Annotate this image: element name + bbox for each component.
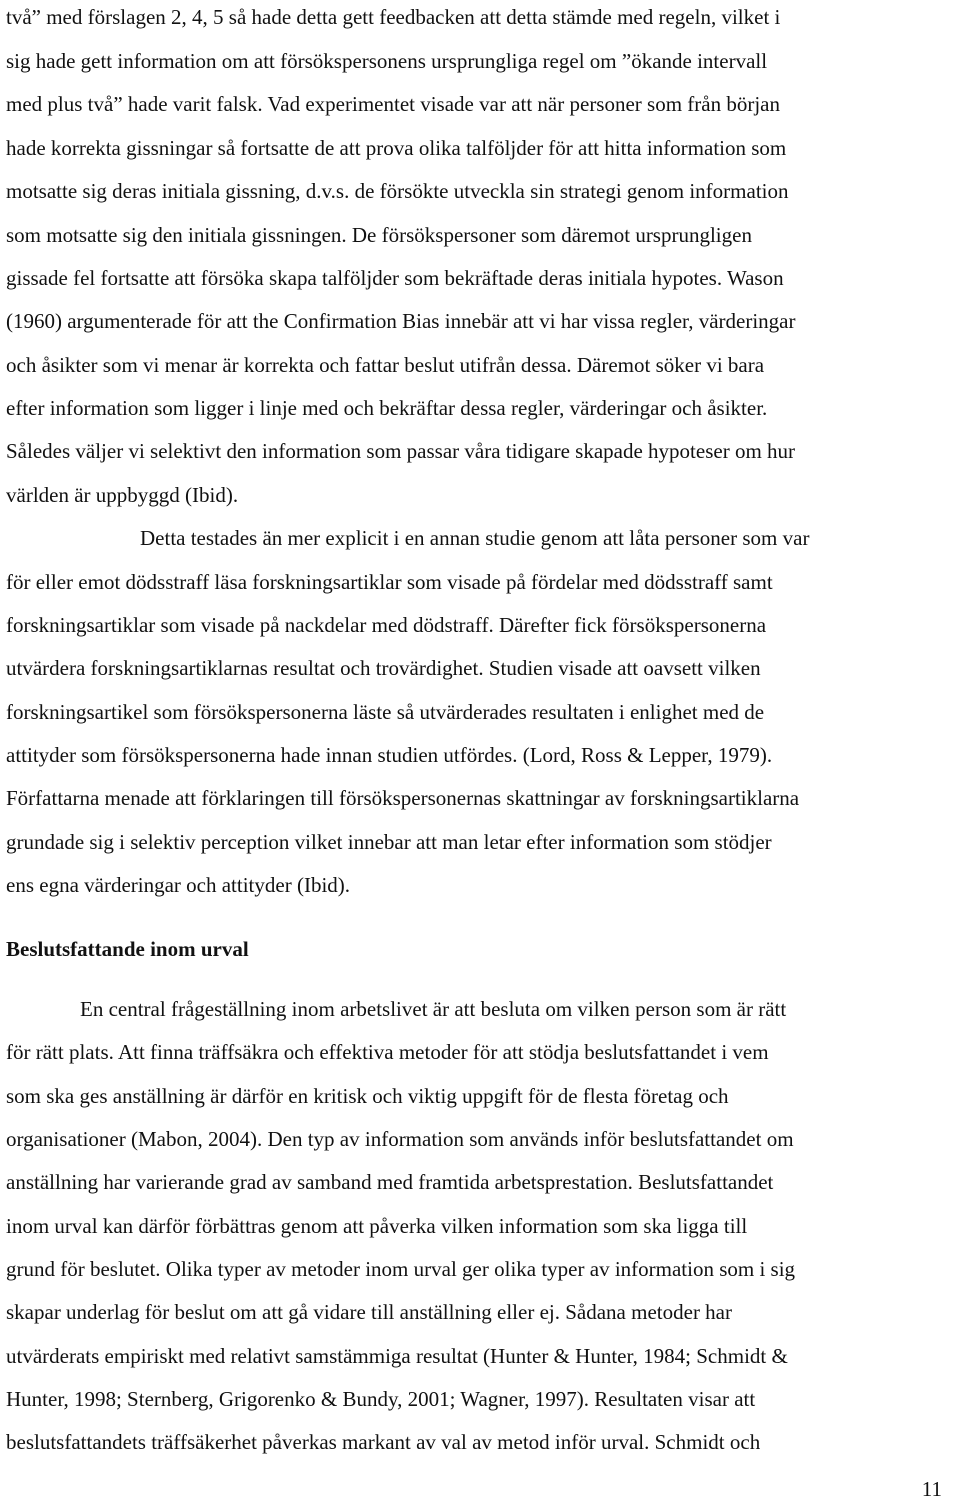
text-line: motsatte sig deras initiala gissning, d.v.s. de försökte utveckla sin strategi genom information — [6, 179, 789, 203]
text-line: Hunter, 1998; Sternberg, Grigorenko & Bundy, 2001; Wagner, 1997). Resultaten visar att — [6, 1387, 756, 1411]
text-line: anställning har varierande grad av samband med framtida arbetsprestation. Beslutsfattandet — [6, 1170, 774, 1194]
text-line: forskningsartikel som försökspersonerna läste så utvärderades resultaten i enlighet med de — [6, 700, 765, 724]
text-line: beslutsfattandets träffsäkerhet påverkas markant av val av metod inför urval. Schmidt och — [6, 1430, 761, 1454]
text-line: inom urval kan därför förbättras genom att påverka vilken information som ska ligga till — [6, 1214, 748, 1238]
text-line: attityder som försökspersonerna hade innan studien utfördes. (Lord, Ross & Lepper, 1979). — [6, 743, 773, 767]
text-line: grundade sig i selektiv perception vilket innebar att man letar efter information som stödjer — [6, 830, 772, 854]
text-line: Detta testades än mer explicit i en annan studie genom att låta personer som var — [140, 526, 810, 550]
text-line: grund för beslutet. Olika typer av metoder inom urval ger olika typer av information som i sig — [6, 1257, 796, 1281]
section-heading: Beslutsfattande inom urval — [6, 937, 249, 961]
text-line: två” med förslagen 2, 4, 5 så hade detta gett feedbacken att detta stämde med regeln, vilket i — [6, 5, 781, 29]
text-line: utvärderats empiriskt med relativt samstämmiga resultat (Hunter & Hunter, 1984; Schmidt & — [6, 1344, 788, 1368]
text-line: hade korrekta gissningar så fortsatte de att prova olika talföljder för att hitta information som — [6, 136, 787, 160]
text-line: ens egna värderingar och attityder (Ibid). — [6, 873, 351, 897]
text-line: En central frågeställning inom arbetslivet är att besluta om vilken person som är rätt — [80, 997, 787, 1021]
text-line: som motsatte sig den initiala gissningen. De försökspersoner som däremot ursprungligen — [6, 223, 752, 247]
text-line: efter information som ligger i linje med och bekräftar dessa regler, värderingar och åsikter. — [6, 396, 768, 420]
text-line: skapar underlag för beslut om att gå vidare till anställning eller ej. Sådana metoder har — [6, 1300, 732, 1324]
text-line: forskningsartiklar som visade på nackdelar med dödstraff. Därefter fick försökspersonerna — [6, 613, 767, 637]
text-line: och åsikter som vi menar är korrekta och fattar beslut utifrån dessa. Däremot söker vi bara — [6, 353, 765, 377]
text-line: för eller emot dödsstraff läsa forskningsartiklar som visade på fördelar med dödsstraff samt — [6, 570, 773, 594]
text-line: Således väljer vi selektivt den information som passar våra tidigare skapade hypoteser om hur — [6, 439, 796, 463]
text-line: (1960) argumenterade för att the Confirmation Bias innebär att vi har vissa regler, värderingar — [6, 309, 796, 333]
text-line: organisationer (Mabon, 2004). Den typ av information som används inför beslutsfattandet om — [6, 1127, 794, 1151]
text-line: sig hade gett information om att försökspersonens ursprungliga regel om ”ökande intervall — [6, 49, 768, 73]
page-number: 11 — [921, 1477, 942, 1501]
text-line: som ska ges anställning är därför en kritisk och viktig uppgift för de flesta företag och — [6, 1084, 729, 1108]
text-line: utvärdera forskningsartiklarnas resultat och trovärdighet. Studien visade att oavsett vilken — [6, 656, 761, 680]
text-line: Författarna menade att förklaringen till försökspersonernas skattningar av forskningsartiklarna — [6, 786, 800, 810]
text-line: med plus två” hade varit falsk. Vad experimentet visade var att när personer som från början — [6, 92, 781, 116]
text-line: världen är uppbyggd (Ibid). — [6, 483, 239, 507]
text-line: gissade fel fortsatte att försöka skapa talföljder som bekräftade deras initiala hypotes. Wason — [6, 266, 784, 290]
text-line: för rätt plats. Att finna träffsäkra och effektiva metoder för att stödja beslutsfattandet i vem — [6, 1040, 769, 1064]
